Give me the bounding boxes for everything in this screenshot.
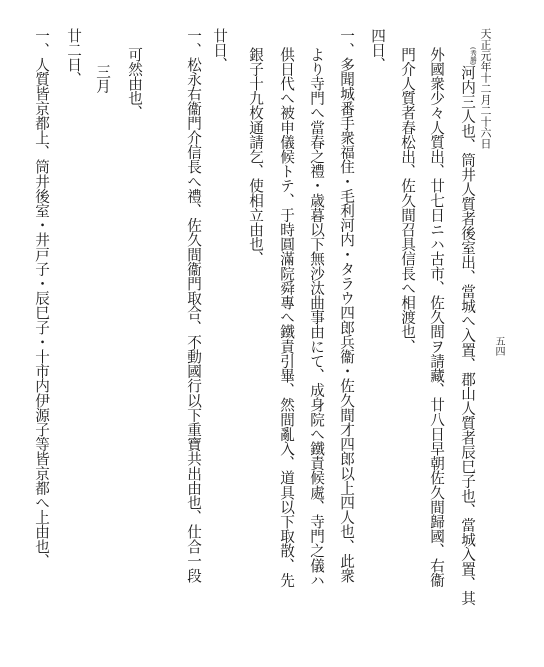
line-text: 河内三人也、筒井人質者後室出、當城へ入置、郡山人質者辰巳子也、當城入置、其 <box>459 65 476 606</box>
month-heading: 三月 <box>94 64 111 94</box>
date-line: 廿日、 <box>211 28 228 72</box>
text-line: 一、人質皆京都上、筒井後室・井戸子・辰巳子・十市内伊源子等皆京都へ上由也、 <box>33 28 50 569</box>
date-line: 廿二日、 <box>65 28 82 87</box>
text-line: 可然由也、 <box>126 47 143 120</box>
text-line: 一、松永右衞門介信長へ禮、佐久間衞門取合、不動國行以下重寶共出由也、仕合一段 <box>185 28 202 583</box>
text-line <box>458 47 477 606</box>
date-line: 四日、 <box>369 28 386 72</box>
text-line: 一、多聞城番手衆福住・毛利河内・タラウ四郎兵衞・佐久間才四郎以上四人也、此衆 <box>338 28 355 583</box>
text-line: 外國衆少々人質出、廿七日ニハ古市、佐久間ヲ請藏、廿八日早朝佐久間歸國、右衞 <box>428 47 445 588</box>
page-number: 五四 <box>493 336 504 356</box>
text-line: 供日代へ被申儀候トテ、于時圓滿院舜專へ鐵責引畢、然間亂入、道具以下取散、先 <box>278 47 295 588</box>
text-line: 銀子十九枚通請乞、使相立由也、 <box>247 47 264 266</box>
annotation-gloss: (秀勝) <box>469 47 477 66</box>
text-line: 門介人質者春松出、佐久間召具信長へ相渡也、 <box>399 47 416 354</box>
date-heading: 天正元年十二月二十六日 <box>479 28 492 149</box>
text-line: より寺門へ當春之禮・歳暮以下無沙汰曲事由にて、成身院へ鐵責候處、寺門之儀ハ <box>308 47 325 588</box>
